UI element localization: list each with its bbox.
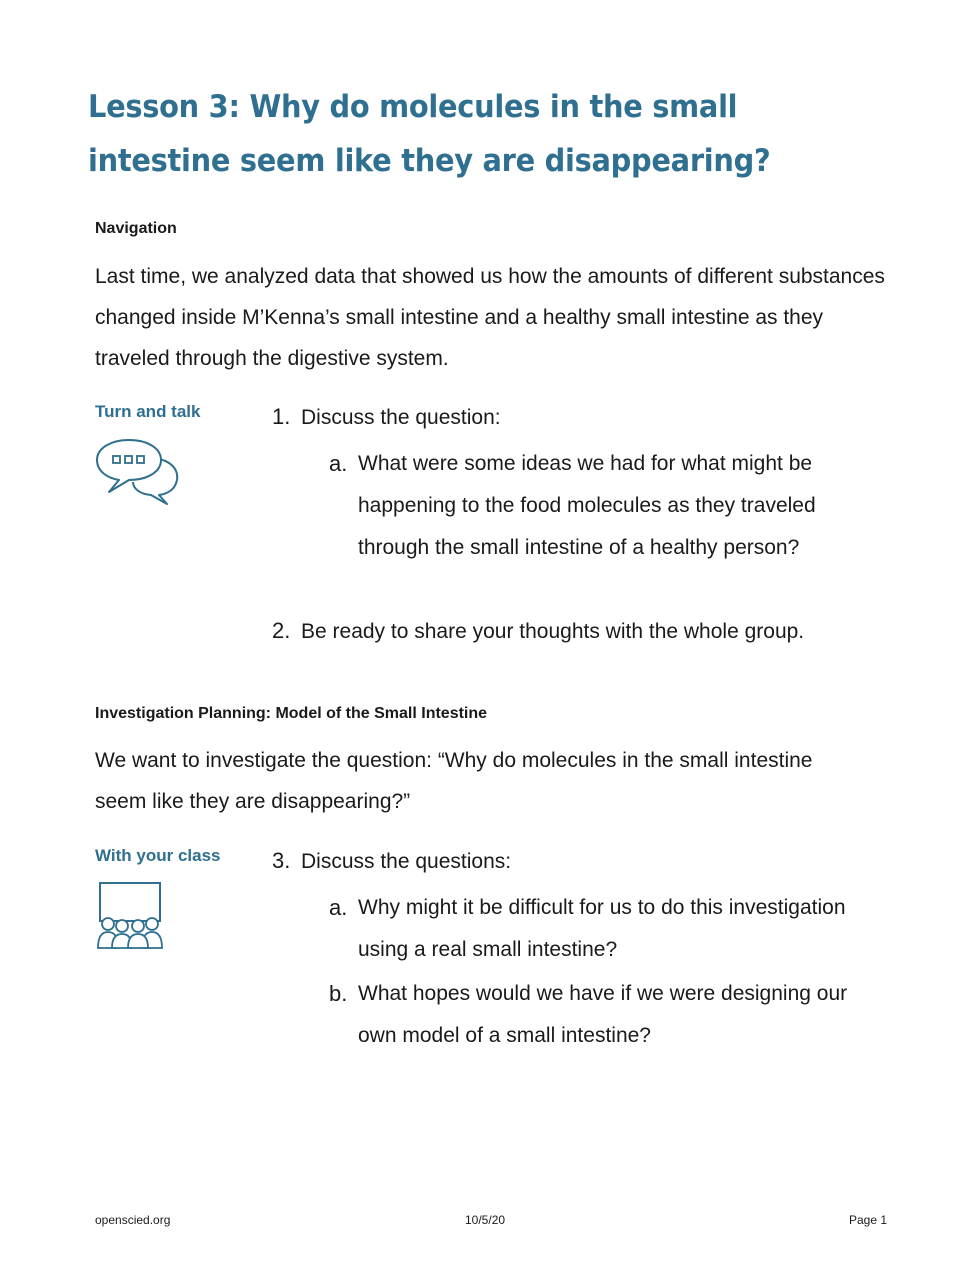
investigation-heading: Investigation Planning: Model of the Small Intestine [95,705,488,722]
subitem-letter: b. [329,981,348,1006]
subitem-text: Why might it be difficult for us to do this investigation using a real small intestine? [358,896,846,961]
item-text: Be ready to share your thoughts with the whole group. [301,620,805,643]
footer-site: openscied.org [95,1213,171,1227]
turn-and-talk-label: Turn and talk [95,402,201,421]
footer-page-number: Page 1 [849,1213,888,1227]
navigation-text: Last time, we analyzed data that showed us how the amounts of different substances changed inside M’Kenna’s small intestine and a healthy small intestine as they traveled through the digestive system. [95,265,885,370]
subitem-letter: a. [329,895,348,920]
item-text: Discuss the question: [301,406,501,429]
subitem-letter: a. [329,451,348,476]
item-number: 1. [272,404,291,429]
class-presentation-icon [95,880,165,955]
item-text: Discuss the questions: [301,850,512,873]
subitem-text: What were some ideas we had for what might be happening to the food molecules as they traveled through the small intestine of a healthy person? [358,452,816,559]
item-number: 2. [272,618,291,643]
with-your-class-label: With your class [95,846,221,865]
navigation-heading: Navigation [95,220,177,237]
investigation-text: We want to investigate the question: “Why do molecules in the small intestine seem like they are disappearing?” [95,749,813,813]
speech-bubbles-icon [95,438,179,513]
page-title: Lesson 3: Why do molecules in the small intestine seem like they are disappearing? [88,89,771,179]
item-number: 3. [272,848,291,873]
subitem-text: What hopes would we have if we were designing our own model of a small intestine? [358,982,848,1047]
footer-date: 10/5/20 [465,1213,506,1227]
